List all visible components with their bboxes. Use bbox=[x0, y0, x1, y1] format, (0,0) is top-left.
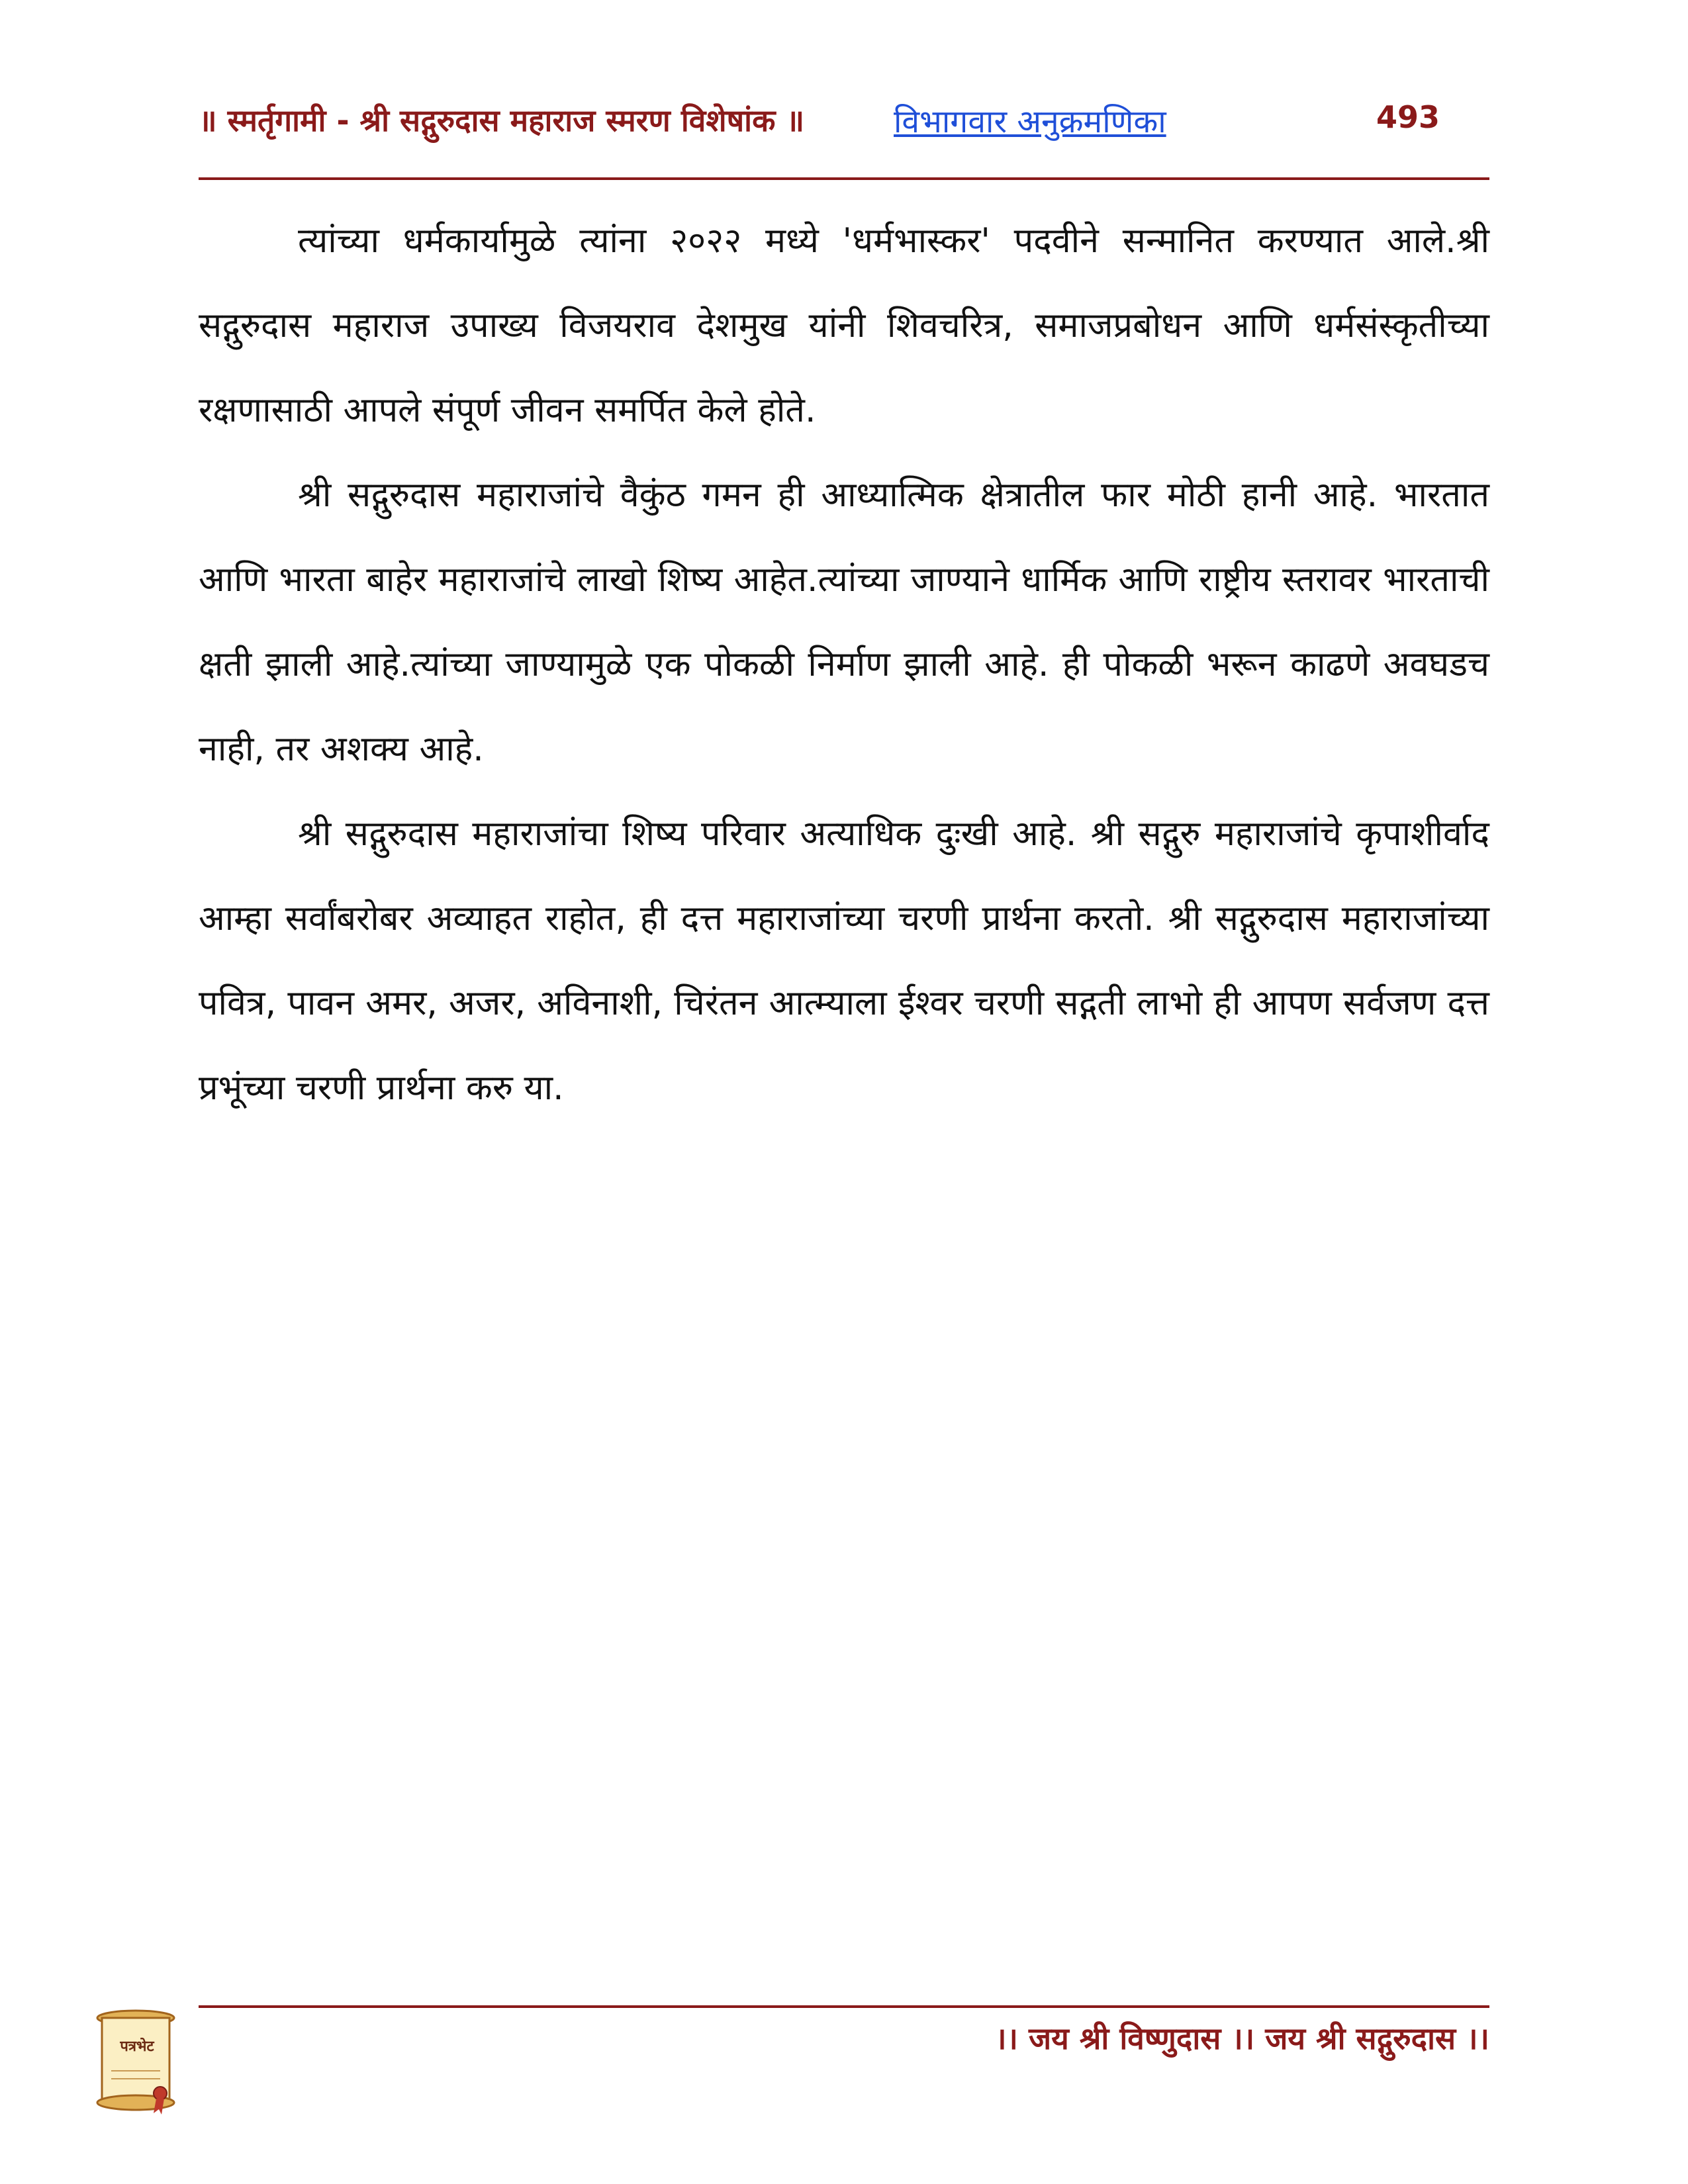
logo-caption: पत्रभेट bbox=[120, 2038, 154, 2055]
paragraph: त्यांच्या धर्मकार्यामुळे त्यांना २०२२ मध्ये 'धर्मभास्कर' पदवीने सन्मानित करण्यात आले.श्री सद्गुरुदास महाराज उपाख्य विजयराव देशमुख यांनी शिवचरित्र, समाजप्रबोधन आणि धर्मसंस्कृतीच्या रक्षणासाठी आपले संपूर्ण जीवन समर्पित केले होते. bbox=[199, 221, 1489, 430]
page-number: 493 bbox=[1376, 99, 1440, 135]
header-divider bbox=[199, 177, 1489, 180]
page-header bbox=[199, 99, 1489, 146]
section-index-link[interactable]: विभागवार अनुक्रमणिका bbox=[894, 103, 1166, 140]
footer-slogan: ।। जय श्री विष्णुदास ।। जय श्री सद्गुरुदास ।। bbox=[995, 2021, 1489, 2056]
article-body bbox=[199, 199, 1489, 1130]
scroll-logo-icon bbox=[93, 2009, 179, 2118]
footer-divider bbox=[199, 2005, 1489, 2008]
paragraph: श्री सद्गुरुदास महाराजांचा शिष्य परिवार अत्याधिक दुःखी आहे. श्री सद्गुरु महाराजांचे कृपाशीर्वाद आम्हा सर्वांबरोबर अव्याहत राहोत, ही दत्त महाराजांच्या चरणी प्रार्थना करतो. श्री सद्गुरुदास महाराजांच्या पवित्र, पावन अमर, अजर, अविनाशी, चिरंतन आत्म्याला ईश्वर चरणी सद्गती लाभो ही आपण सर्वजण दत्त प्रभूंच्या चरणी प्रार्थना करु या. bbox=[199, 814, 1489, 1108]
paragraph: श्री सद्गुरुदास महाराजांचे वैकुंठ गमन ही आध्यात्मिक क्षेत्रातील फार मोठी हानी आहे. भारतात आणि भारता बाहेर महाराजांचे लाखो शिष्य आहेत.त्यांच्या जाण्याने धार्मिक आणि राष्ट्रीय स्तरावर भारताची क्षती झाली आहे.त्यांच्या जाण्यामुळे एक पोकळी निर्माण झाली आहे. ही पोकळी भरून काढणे अवघडच नाही, तर अशक्य आहे. bbox=[199, 475, 1489, 769]
page-title: ॥ स्मर्तृगामी - श्री सद्गुरुदास महाराज स्मरण विशेषांक ॥ bbox=[199, 103, 804, 138]
